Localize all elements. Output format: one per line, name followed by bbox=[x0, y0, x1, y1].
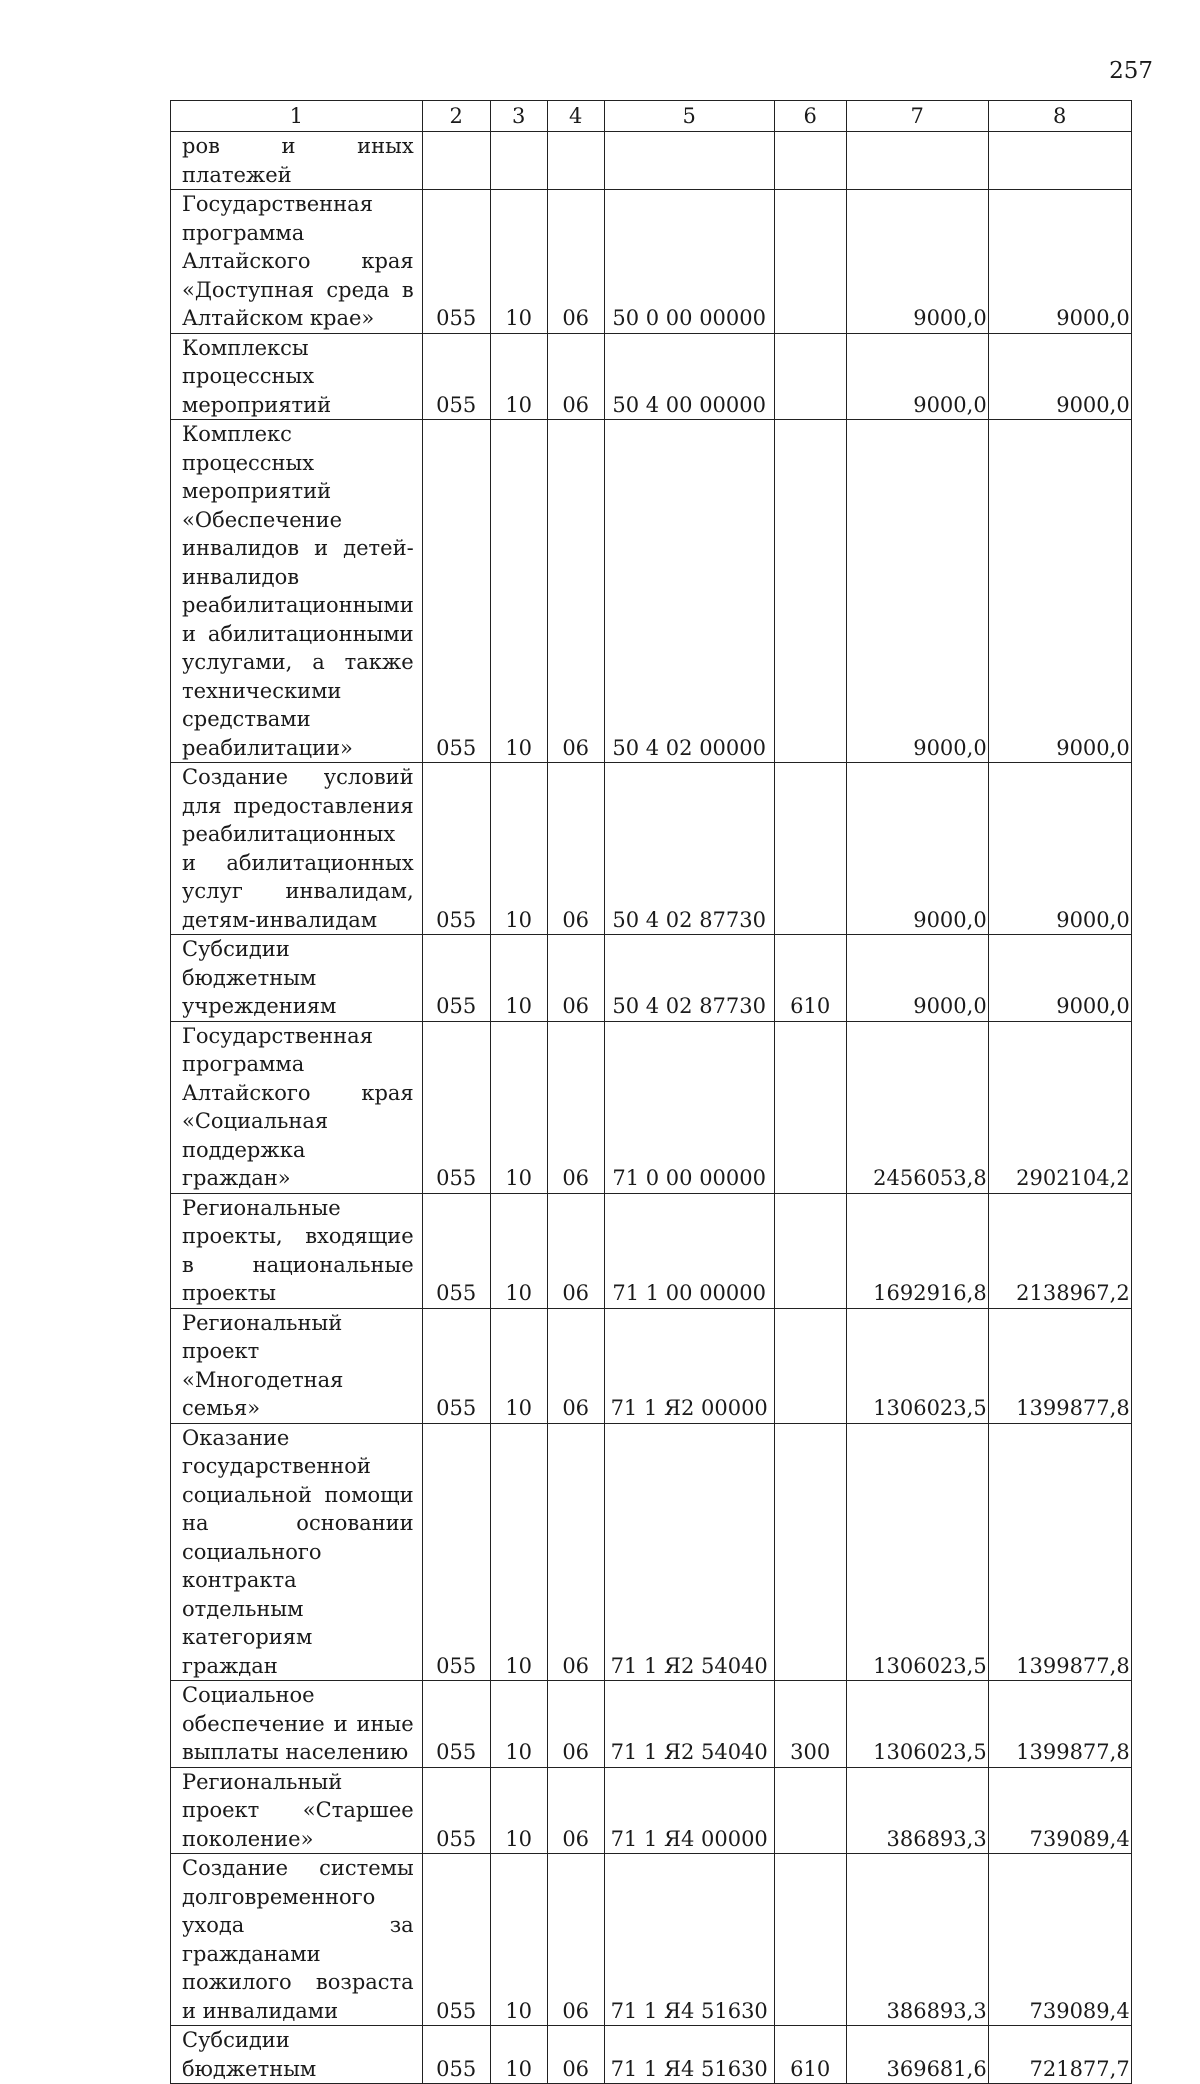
item-name-cell: Государственная программа Алтайского края «Социальная поддержка граждан» bbox=[171, 1021, 423, 1193]
table-row bbox=[171, 935, 1132, 1022]
target-article-cell: 50 4 02 87730 bbox=[604, 763, 774, 935]
budget-table bbox=[170, 100, 1132, 2084]
admin-code-cell: 055 bbox=[422, 1308, 490, 1423]
item-name-cell: Комплексы процессных мероприятий bbox=[171, 333, 423, 420]
admin-code-cell: 055 bbox=[422, 1681, 490, 1768]
expense-type-cell bbox=[774, 1193, 846, 1308]
table-row bbox=[171, 1854, 1132, 2026]
amount-year1-cell: 369681,6 bbox=[846, 2026, 988, 2084]
subsection-cell: 06 bbox=[547, 1767, 604, 1854]
target-article-cell: 50 4 02 87730 bbox=[604, 935, 774, 1022]
section-cell: 10 bbox=[490, 2026, 547, 2084]
item-name-cell: Региональные проекты, входящие в национальные проекты bbox=[171, 1193, 423, 1308]
amount-year2-cell: 1399877,8 bbox=[988, 1423, 1131, 1681]
table-row bbox=[171, 1423, 1132, 1681]
table-row bbox=[171, 1681, 1132, 1768]
table-row bbox=[171, 1021, 1132, 1193]
admin-code-cell: 055 bbox=[422, 763, 490, 935]
item-name-cell: Региональный проект «Многодетная семья» bbox=[171, 1308, 423, 1423]
column-header: 5 bbox=[604, 101, 774, 132]
expense-type-cell bbox=[774, 1308, 846, 1423]
subsection-cell: 06 bbox=[547, 1308, 604, 1423]
subsection-cell: 06 bbox=[547, 2026, 604, 2084]
admin-code-cell: 055 bbox=[422, 1193, 490, 1308]
subsection-cell: 06 bbox=[547, 1854, 604, 2026]
item-name-cell: Региональный проект «Старшее поколение» bbox=[171, 1767, 423, 1854]
item-name-cell: Субсидии бюджетным bbox=[171, 2026, 423, 2084]
table-row bbox=[171, 1308, 1132, 1423]
table-row bbox=[171, 1193, 1132, 1308]
subsection-cell: 06 bbox=[547, 1423, 604, 1681]
target-article-cell: 71 0 00 00000 bbox=[604, 1021, 774, 1193]
expense-type-cell bbox=[774, 1423, 846, 1681]
admin-code-cell: 055 bbox=[422, 333, 490, 420]
target-article-cell: 71 1 Я2 00000 bbox=[604, 1308, 774, 1423]
target-article-cell: 71 1 00 00000 bbox=[604, 1193, 774, 1308]
amount-year1-cell: 2456053,8 bbox=[846, 1021, 988, 1193]
amount-year1-cell: 9000,0 bbox=[846, 935, 988, 1022]
subsection-cell: 06 bbox=[547, 420, 604, 763]
amount-year1-cell: 9000,0 bbox=[846, 420, 988, 763]
section-cell: 10 bbox=[490, 1308, 547, 1423]
subsection-cell: 06 bbox=[547, 1193, 604, 1308]
amount-year2-cell: 9000,0 bbox=[988, 333, 1131, 420]
target-article-cell: 71 1 Я4 51630 bbox=[604, 1854, 774, 2026]
target-article-cell: 71 1 Я2 54040 bbox=[604, 1681, 774, 1768]
table-row bbox=[171, 132, 1132, 190]
section-cell: 10 bbox=[490, 190, 547, 334]
table-row bbox=[171, 763, 1132, 935]
subsection-cell: 06 bbox=[547, 1021, 604, 1193]
expense-type-cell bbox=[774, 763, 846, 935]
expense-type-cell bbox=[774, 333, 846, 420]
column-header: 3 bbox=[490, 101, 547, 132]
expense-type-cell bbox=[774, 132, 846, 190]
subsection-cell: 06 bbox=[547, 935, 604, 1022]
column-header: 4 bbox=[547, 101, 604, 132]
admin-code-cell: 055 bbox=[422, 1854, 490, 2026]
item-name-cell: Комплекс процессных мероприятий «Обеспечение инвалидов и детей-инвалидов реабилитационными и абилитационными услугами, а также техническими средствами реабилитации» bbox=[171, 420, 423, 763]
admin-code-cell: 055 bbox=[422, 190, 490, 334]
section-cell bbox=[490, 132, 547, 190]
subsection-cell: 06 bbox=[547, 190, 604, 334]
amount-year1-cell: 386893,3 bbox=[846, 1767, 988, 1854]
amount-year1-cell bbox=[846, 132, 988, 190]
section-cell: 10 bbox=[490, 763, 547, 935]
section-cell: 10 bbox=[490, 1681, 547, 1768]
item-name-cell: Создание условий для предоставления реабилитационных и абилитационных услуг инвалидам, детям-инвалидам bbox=[171, 763, 423, 935]
admin-code-cell bbox=[422, 132, 490, 190]
amount-year1-cell: 1306023,5 bbox=[846, 1308, 988, 1423]
expense-type-cell bbox=[774, 420, 846, 763]
amount-year2-cell: 9000,0 bbox=[988, 763, 1131, 935]
amount-year2-cell: 2902104,2 bbox=[988, 1021, 1131, 1193]
column-header: 1 bbox=[171, 101, 423, 132]
amount-year2-cell: 9000,0 bbox=[988, 190, 1131, 334]
target-article-cell: 50 0 00 00000 bbox=[604, 190, 774, 334]
amount-year2-cell: 9000,0 bbox=[988, 935, 1131, 1022]
amount-year1-cell: 1692916,8 bbox=[846, 1193, 988, 1308]
item-name-cell: Государственная программа Алтайского края «Доступная среда в Алтайском крае» bbox=[171, 190, 423, 334]
amount-year2-cell bbox=[988, 132, 1131, 190]
table-row bbox=[171, 333, 1132, 420]
admin-code-cell: 055 bbox=[422, 935, 490, 1022]
column-header: 7 bbox=[846, 101, 988, 132]
amount-year1-cell: 1306023,5 bbox=[846, 1681, 988, 1768]
column-header: 8 bbox=[988, 101, 1131, 132]
admin-code-cell: 055 bbox=[422, 1021, 490, 1193]
page-number: 257 bbox=[1109, 58, 1153, 84]
expense-type-cell bbox=[774, 190, 846, 334]
expense-type-cell bbox=[774, 1767, 846, 1854]
admin-code-cell: 055 bbox=[422, 2026, 490, 2084]
item-name-cell: Субсидии бюджетным учреждениям bbox=[171, 935, 423, 1022]
target-article-cell: 50 4 02 00000 bbox=[604, 420, 774, 763]
item-name-cell: Создание системы долговременного ухода за гражданами пожилого возраста и инвалидами bbox=[171, 1854, 423, 2026]
amount-year2-cell: 739089,4 bbox=[988, 1767, 1131, 1854]
target-article-cell: 50 4 00 00000 bbox=[604, 333, 774, 420]
section-cell: 10 bbox=[490, 1423, 547, 1681]
amount-year2-cell: 2138967,2 bbox=[988, 1193, 1131, 1308]
target-article-cell bbox=[604, 132, 774, 190]
admin-code-cell: 055 bbox=[422, 1767, 490, 1854]
admin-code-cell: 055 bbox=[422, 1423, 490, 1681]
target-article-cell: 71 1 Я4 00000 bbox=[604, 1767, 774, 1854]
amount-year1-cell: 386893,3 bbox=[846, 1854, 988, 2026]
amount-year1-cell: 9000,0 bbox=[846, 763, 988, 935]
amount-year2-cell: 1399877,8 bbox=[988, 1308, 1131, 1423]
table-row bbox=[171, 1767, 1132, 1854]
expense-type-cell: 300 bbox=[774, 1681, 846, 1768]
expense-type-cell bbox=[774, 1854, 846, 2026]
column-header: 2 bbox=[422, 101, 490, 132]
expense-type-cell: 610 bbox=[774, 2026, 846, 2084]
table-row bbox=[171, 190, 1132, 334]
subsection-cell: 06 bbox=[547, 1681, 604, 1768]
item-name-cell: ров и иных платежей bbox=[171, 132, 423, 190]
section-cell: 10 bbox=[490, 1767, 547, 1854]
section-cell: 10 bbox=[490, 333, 547, 420]
amount-year2-cell: 739089,4 bbox=[988, 1854, 1131, 2026]
expense-type-cell bbox=[774, 1021, 846, 1193]
expense-type-cell: 610 bbox=[774, 935, 846, 1022]
amount-year2-cell: 1399877,8 bbox=[988, 1681, 1131, 1768]
section-cell: 10 bbox=[490, 935, 547, 1022]
amount-year1-cell: 9000,0 bbox=[846, 190, 988, 334]
section-cell: 10 bbox=[490, 1854, 547, 2026]
section-cell: 10 bbox=[490, 1193, 547, 1308]
amount-year2-cell: 721877,7 bbox=[988, 2026, 1131, 2084]
amount-year1-cell: 1306023,5 bbox=[846, 1423, 988, 1681]
table-header-row bbox=[171, 101, 1132, 132]
subsection-cell bbox=[547, 132, 604, 190]
table-row bbox=[171, 2026, 1132, 2084]
table-row bbox=[171, 420, 1132, 763]
subsection-cell: 06 bbox=[547, 333, 604, 420]
item-name-cell: Оказание государственной социальной помощи на основании социального контракта отдельным категориям граждан bbox=[171, 1423, 423, 1681]
section-cell: 10 bbox=[490, 420, 547, 763]
subsection-cell: 06 bbox=[547, 763, 604, 935]
target-article-cell: 71 1 Я2 54040 bbox=[604, 1423, 774, 1681]
target-article-cell: 71 1 Я4 51630 bbox=[604, 2026, 774, 2084]
column-header: 6 bbox=[774, 101, 846, 132]
amount-year1-cell: 9000,0 bbox=[846, 333, 988, 420]
amount-year2-cell: 9000,0 bbox=[988, 420, 1131, 763]
section-cell: 10 bbox=[490, 1021, 547, 1193]
admin-code-cell: 055 bbox=[422, 420, 490, 763]
item-name-cell: Социальное обеспечение и иные выплаты населению bbox=[171, 1681, 423, 1768]
